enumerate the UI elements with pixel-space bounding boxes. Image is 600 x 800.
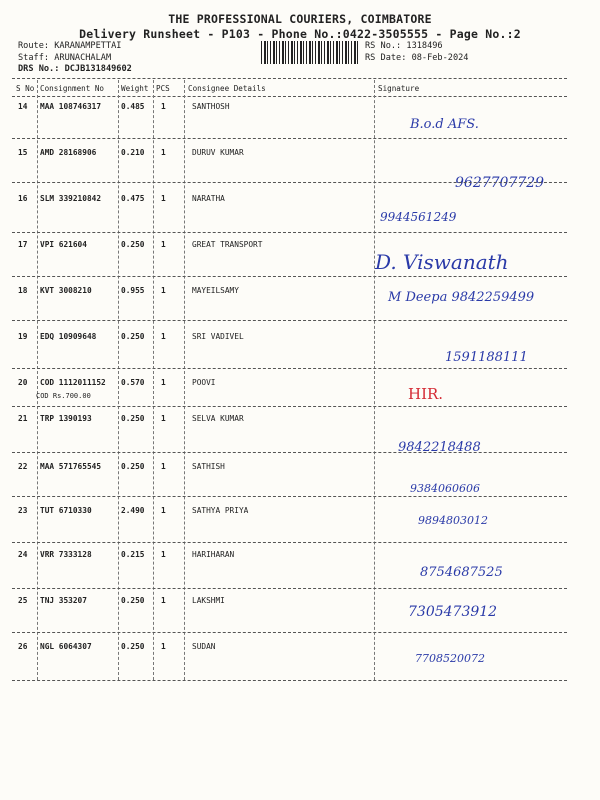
signature-mark: 9384060606 [410, 482, 480, 495]
row-rule [12, 368, 567, 369]
cell-weight: 0.475 [121, 194, 145, 203]
signature-mark: HIR. [408, 385, 444, 403]
cell-pcs: 1 [161, 462, 166, 471]
cell-consignment: TUT 6710330 [40, 506, 92, 515]
route-label: Route: KARANAMPETTAI [18, 41, 122, 51]
rs-number: RS No.: 1318496 [365, 41, 443, 51]
cell-pcs: 1 [161, 414, 166, 423]
signature-mark: 1591188111 [445, 350, 528, 365]
staff-label: Staff: ARUNACHALAM [18, 52, 112, 63]
cell-weight: 0.210 [121, 148, 145, 157]
meta-left [18, 41, 132, 76]
signature-mark: 9842218488 [398, 440, 481, 455]
cell-consignee: DURUV KUMAR [192, 148, 244, 157]
row-rule [12, 452, 567, 453]
cell-sno: 14 [18, 102, 28, 111]
cell-sno: 19 [18, 332, 28, 341]
cell-pcs: 1 [161, 240, 166, 249]
cell-weight: 0.250 [121, 414, 145, 423]
row-rule [12, 542, 567, 543]
cell-sno: 18 [18, 286, 28, 295]
cell-consignment: COD 1112011152 [40, 378, 106, 387]
row-rule [12, 632, 567, 633]
cell-consignment: VPI 621604 [40, 240, 87, 249]
column-divider [153, 80, 154, 680]
cell-pcs: 1 [161, 286, 166, 295]
rs-date: RS Date: 08-Feb-2024 [365, 52, 469, 63]
col-consignee: Consignee Details [188, 84, 266, 93]
cell-consignee: SELVA KUMAR [192, 414, 244, 423]
cell-sno: 25 [18, 596, 28, 605]
cell-weight: 0.485 [121, 102, 145, 111]
cell-consignment: AMD 28168906 [40, 148, 97, 157]
cell-consignee: NARATHA [192, 194, 225, 203]
cell-weight: 0.250 [121, 642, 145, 651]
cell-consignee: SATHYA PRIYA [192, 506, 249, 515]
header-bottom-rule [12, 96, 567, 97]
row-rule [12, 496, 567, 497]
cell-consignment: EDQ 10909648 [40, 332, 97, 341]
header-top-rule [12, 78, 567, 79]
cell-sno: 26 [18, 642, 28, 651]
cell-pcs: 1 [161, 642, 166, 651]
cell-cod-amount: COD Rs.700.00 [36, 392, 91, 400]
cell-consignee: GREAT TRANSPORT [192, 240, 263, 249]
company-title: THE PROFESSIONAL COURIERS, COIMBATORE [168, 12, 432, 26]
column-divider [37, 80, 38, 680]
column-divider [118, 80, 119, 680]
cell-consignment: TRP 1390193 [40, 414, 92, 423]
drs-label: DRS No.: DCJB131849602 [18, 64, 132, 74]
cell-sno: 21 [18, 414, 28, 423]
cell-consignment: MAA 571765545 [40, 462, 102, 471]
cell-pcs: 1 [161, 596, 166, 605]
cell-consignee: SATHISH [192, 462, 225, 471]
cell-sno: 23 [18, 506, 28, 515]
row-rule [12, 182, 567, 183]
row-rule [12, 406, 567, 407]
cell-pcs: 1 [161, 378, 166, 387]
cell-pcs: 1 [161, 332, 166, 341]
cell-pcs: 1 [161, 550, 166, 559]
signature-mark: D. Viswanath [375, 250, 509, 274]
cell-weight: 0.250 [121, 332, 145, 341]
cell-consignee: SUDAN [192, 642, 216, 651]
cell-sno: 24 [18, 550, 28, 559]
cell-weight: 0.250 [121, 596, 145, 605]
cell-consignee: MAYEILSAMY [192, 286, 239, 295]
cell-consignee: POOVI [192, 378, 216, 387]
cell-weight: 0.955 [121, 286, 145, 295]
cell-weight: 0.570 [121, 378, 145, 387]
barcode-image [261, 41, 359, 64]
cell-sno: 16 [18, 194, 28, 203]
cell-weight: 0.250 [121, 240, 145, 249]
cell-sno: 17 [18, 240, 28, 249]
row-rule [12, 276, 567, 277]
cell-consignee: SRI VADIVEL [192, 332, 244, 341]
cell-sno: 15 [18, 148, 28, 157]
col-pcs: PCS [156, 84, 170, 93]
cell-pcs: 1 [161, 102, 166, 111]
signature-mark: 9944561249 [380, 210, 457, 224]
cell-consignment: NGL 6064307 [40, 642, 92, 651]
col-consignment: Consignment No [40, 84, 105, 93]
col-sno: S No [16, 84, 35, 93]
cell-sno: 20 [18, 378, 28, 387]
signature-mark: B.o.d AFS. [410, 117, 479, 132]
cell-consignment: KVT 3008210 [40, 286, 92, 295]
signature-mark: 9894803012 [418, 514, 488, 527]
runsheet-subtitle: Delivery Runsheet - P103 - Phone No.:0422-3505555 - Page No.:2 [79, 27, 521, 41]
cell-consignment: TNJ 353207 [40, 596, 87, 605]
cell-consignment: MAA 108746317 [40, 102, 102, 111]
signature-mark: 9627707729 [455, 175, 545, 191]
cell-pcs: 1 [161, 194, 166, 203]
row-rule [12, 320, 567, 321]
row-rule [12, 588, 567, 589]
cell-pcs: 1 [161, 506, 166, 515]
cell-consignment: VRR 7333128 [40, 550, 92, 559]
signature-mark: 7708520072 [415, 652, 485, 665]
cell-weight: 2.490 [121, 506, 145, 515]
cell-consignee: SANTHOSH [192, 102, 230, 111]
cell-consignee: HARIHARAN [192, 550, 235, 559]
column-divider [184, 80, 185, 680]
cell-consignment: SLM 339210842 [40, 194, 102, 203]
row-rule [12, 232, 567, 233]
cell-consignee: LAKSHMI [192, 596, 225, 605]
signature-mark: M Deepa 9842259499 [388, 290, 535, 305]
cell-weight: 0.215 [121, 550, 145, 559]
col-weight: Weight [121, 84, 149, 93]
col-signature: Signature [378, 84, 420, 93]
cell-sno: 22 [18, 462, 28, 471]
row-rule [12, 138, 567, 139]
row-rule [12, 680, 567, 681]
cell-weight: 0.250 [121, 462, 145, 471]
cell-pcs: 1 [161, 148, 166, 157]
signature-mark: 7305473912 [408, 604, 498, 620]
column-divider [374, 80, 375, 680]
signature-mark: 8754687525 [420, 565, 503, 580]
meta-right [365, 41, 468, 64]
